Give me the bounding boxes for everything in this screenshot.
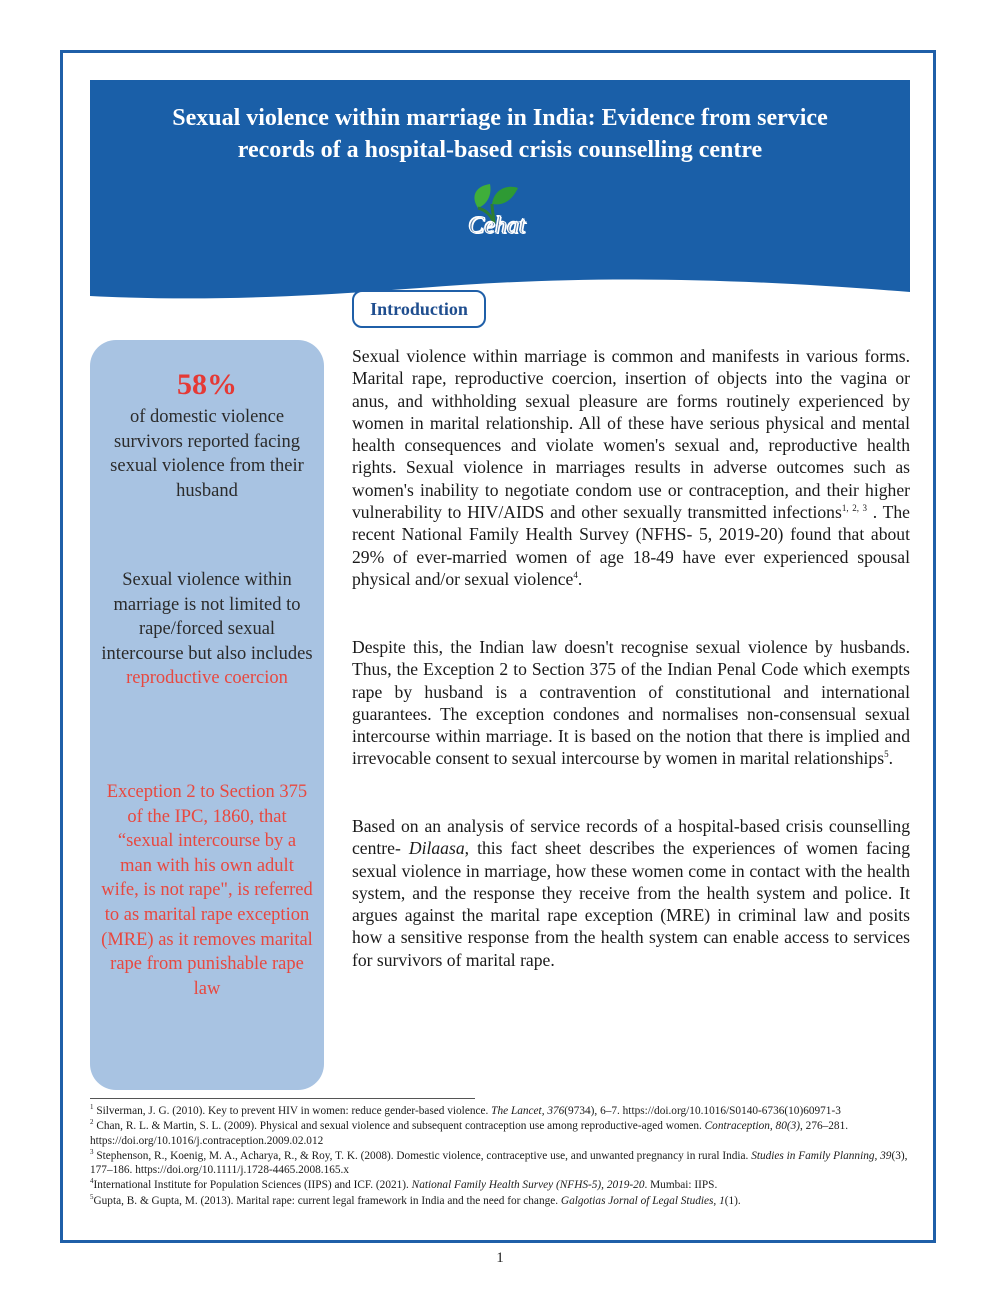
paragraph-2-text: Despite this, the Indian law doesn't recognise sexual violence by husbands. Thus, the Exception 2 to Section 375 of the Indian Penal Code which exempts rape by husband is a contravention of constitutional and international guarantees. The exception condones and normalises non-consensual sexual intercourse within marriage. It is based on the notion that there is implied and irrevocable consent to sexual intercourse by women in marital relationships bbox=[352, 637, 910, 769]
title-line-1: Sexual violence within marriage in India: Evidence from service bbox=[172, 105, 828, 131]
sidebar-block-2-highlight: reproductive coercion bbox=[126, 668, 288, 689]
footnote-text: International Institute for Population Sciences (IIPS) and ICF. (2021). bbox=[93, 1179, 412, 1192]
footnote-text: Chan, R. L. & Martin, S. L. (2009). Physical and sexual violence and subsequent contraception use among reproductive-aged women. bbox=[93, 1120, 705, 1133]
page-number: 1 bbox=[496, 1250, 504, 1266]
stat-value: 58% bbox=[177, 368, 237, 401]
paragraph-1-text: Sexual violence within marriage is common and manifests in various forms. Marital rape, reproductive coercion, insertion of objects into the vagina or anus, and withholding sexual pleasure are forms routinely experienced by women in marital relationship. All of these have serious physical and mental health consequences and violate women's sexual and, reproductive health rights. Sexual violence in marriages results in adverse outcomes such as women's inability to negotiate condom use or contraception, and their higher vulnerability to HIV/AIDS and other sexually transmitted infections bbox=[352, 346, 910, 523]
paragraph-2 bbox=[352, 636, 910, 770]
footnote-text: Silverman, J. G. (2010). Key to prevent HIV in women: reduce gender-based violence. bbox=[93, 1105, 492, 1117]
sidebar-block-2 bbox=[100, 568, 314, 691]
paragraph-1-text-2: . The recent National Family Health Survey (NFHS- 5, 2019-20) found that about 29% of ever-married women of age 18-49 have ever experienced spousal physical and/or sexual violence bbox=[352, 502, 910, 589]
footnote-italic: Studies in Family Planning, 39 bbox=[751, 1149, 892, 1162]
footnote-item bbox=[90, 1178, 910, 1192]
footnote-text: Gupta, B. & Gupta, M. (2013). Marital rape: current legal framework in India and the need for change. bbox=[93, 1194, 561, 1207]
paragraph-3-text-1: Based on an analysis of service records of a hospital-based crisis counselling centre- bbox=[352, 816, 910, 859]
footnote-text: (3), 177–186. https://doi.org/10.1111/j.1728-4465.2008.165.x bbox=[90, 1149, 908, 1177]
footnote-item bbox=[90, 1119, 910, 1148]
footnote-item bbox=[90, 1149, 910, 1178]
page-title bbox=[90, 102, 910, 166]
citation-ref: 1, 2, 3 bbox=[841, 503, 868, 514]
footnote-num: 4 bbox=[90, 1177, 94, 1186]
footnote-num: 1 bbox=[90, 1103, 94, 1112]
citation-ref: 4 bbox=[573, 570, 578, 581]
paragraph-1-end: . bbox=[577, 568, 583, 589]
footnote-num: 2 bbox=[90, 1118, 94, 1127]
citation-ref: 5 bbox=[884, 749, 889, 760]
footnote-italic: The Lancet, 376 bbox=[491, 1105, 565, 1117]
paragraph-1 bbox=[352, 345, 910, 590]
footnote-text: , 276–281. https://doi.org/10.1016/j.contraception.2009.02.012 bbox=[90, 1120, 849, 1147]
sidebar-block-3: Exception 2 to Section 375 of the IPC, 1860, that “sexual intercourse by a man with his own adult wife, is not rape", is referred to as marital rape exception (MRE) as it removes marital rape from punishable rape law bbox=[101, 782, 313, 999]
footnote-divider bbox=[90, 1098, 475, 1099]
paragraph-3-text-2: , this fact sheet describes the experiences of women facing sexual violence in marriage, how these women come in contact with the health system, and the response they receive from the health system and police. It argues against the marital rape exception (MRE) in criminal law and posits how a sensitive response from the health system can enable access to services for survivors of marital rape. bbox=[352, 838, 910, 970]
paragraph-2-end: . bbox=[888, 748, 893, 769]
footnote-num: 3 bbox=[90, 1148, 94, 1157]
footnote-italic: Galgotias Jornal of Legal Studies, 1 bbox=[560, 1194, 725, 1207]
paragraph-3 bbox=[352, 815, 910, 971]
paragraph-3-italic: Dilaasa bbox=[408, 838, 465, 859]
footnote-italic: Contraception, 80(3) bbox=[704, 1120, 801, 1133]
footnote-text: (1). bbox=[724, 1194, 741, 1207]
section-heading-introduction: Introduction bbox=[352, 290, 486, 328]
footnote-text: Stephenson, R., Koenig, M. A., Acharya, R., & Roy, T. K. (2008). Domestic violence, contraceptive use, and unwanted pregnancy in rural India. bbox=[93, 1149, 752, 1162]
footnote-text: . Mumbai: IIPS. bbox=[644, 1179, 718, 1192]
footnote-text: (9734), 6–7. https://doi.org/10.1016/S0140-6736(10)60971-3 bbox=[564, 1105, 841, 1117]
footnotes bbox=[90, 1104, 910, 1209]
sidebar-block-2-text: Sexual violence within marriage is not limited to rape/forced sexual intercourse but also includes bbox=[101, 570, 313, 664]
title-line-2: records of a hospital-based crisis counselling centre bbox=[237, 137, 763, 163]
logo-text: Cehat bbox=[468, 213, 526, 239]
footnote-italic: National Family Health Survey (NFHS-5), 2019-20 bbox=[411, 1179, 645, 1192]
footnote-item bbox=[90, 1194, 910, 1208]
stat-caption: of domestic violence survivors reported facing sexual violence from their husband bbox=[110, 407, 304, 501]
footnote-num: 5 bbox=[90, 1193, 94, 1202]
footnote-item bbox=[90, 1104, 910, 1118]
